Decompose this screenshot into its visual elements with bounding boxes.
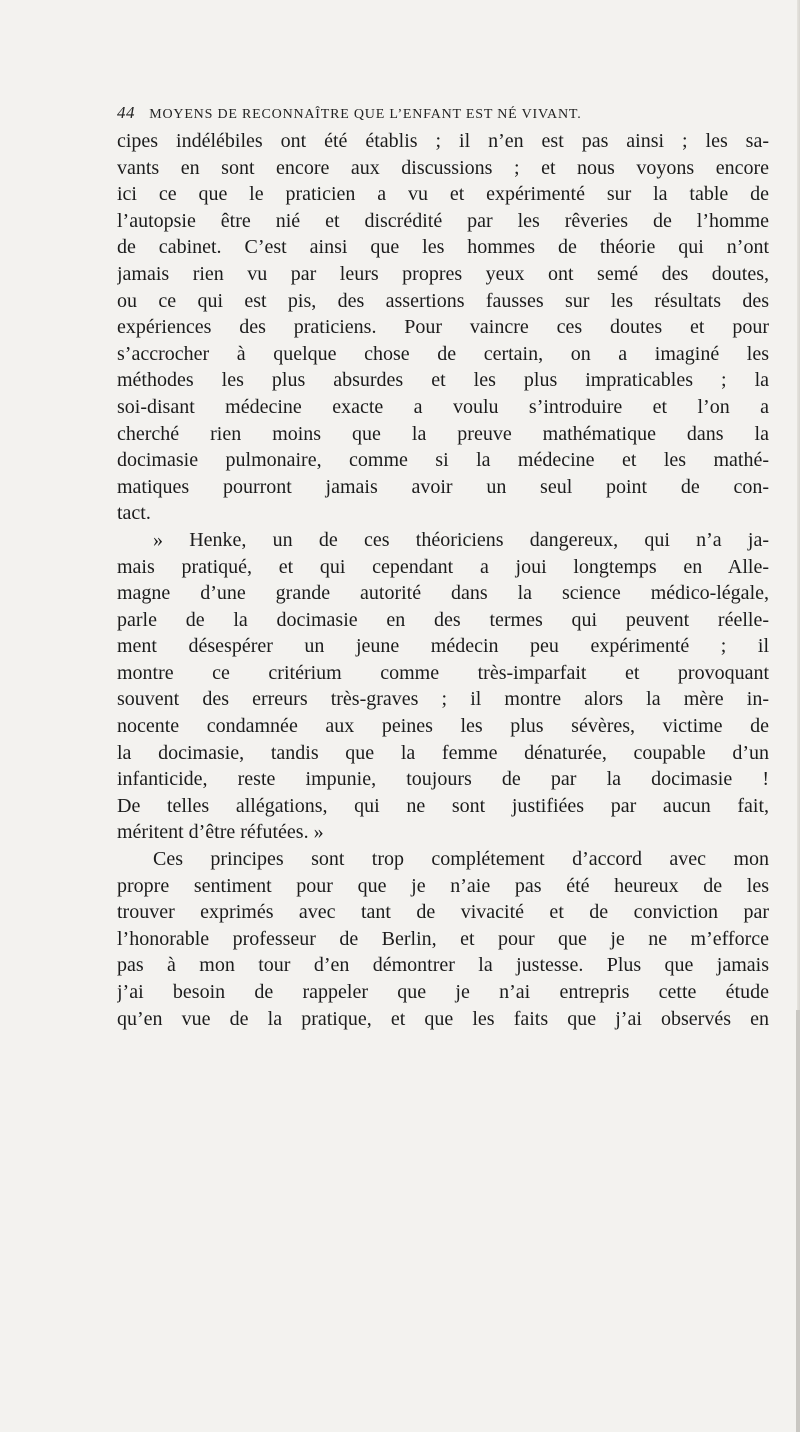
text-line: ou ce qui est pis, des assertions fausses sur les résultats des xyxy=(117,289,769,312)
text-line: trouver exprimés avec tant de vivacité et de conviction par xyxy=(117,901,769,924)
text-line: matiques pourront jamais avoir un seul point de con- xyxy=(117,475,769,498)
text-line: j’ai besoin de rappeler que je n’ai entrepris cette étude xyxy=(117,981,769,1003)
text-line: nocente condamnée aux peines les plus sévères, victime de xyxy=(117,715,769,738)
text-line: pas à mon tour d’en démontrer la justesse. Plus que jamais xyxy=(117,954,769,977)
running-header xyxy=(117,103,777,123)
text-line: De telles allégations, qui ne sont justifiées par aucun fait, xyxy=(117,794,769,817)
text-line: l’honorable professeur de Berlin, et pour que je ne m’efforce xyxy=(117,927,769,950)
text-line: magne d’une grande autorité dans la science médico-légale, xyxy=(117,582,769,605)
body-text xyxy=(117,128,769,1032)
text-line: la docimasie, tandis que la femme dénaturée, coupable d’un xyxy=(117,741,769,764)
running-title: MOYENS DE RECONNAÎTRE QUE L’ENFANT EST NÉ VIVANT. xyxy=(149,107,582,122)
text-line: parle de la docimasie en des termes qui peuvent réelle- xyxy=(117,608,769,631)
text-line: propre sentiment pour que je n’aie pas été heureux de les xyxy=(117,874,769,897)
quote-paragraph-start: » Henke, un de ces théoriciens dangereux, qui n’a ja- xyxy=(153,528,769,551)
page-edge-shadow xyxy=(796,1010,800,1432)
paragraph-end-line: méritent d’être réfutées. » xyxy=(117,821,324,844)
text-line: de cabinet. C’est ainsi que les hommes de théorie qui n’ont xyxy=(117,236,769,259)
text-line: soi-disant médecine exacte a voulu s’introduire et l’on a xyxy=(117,395,769,418)
text-line: mais pratiqué, et qui cependant a joui longtemps en Alle- xyxy=(117,555,769,578)
text-line: cipes indélébiles ont été établis ; il n’en est pas ainsi ; les sa- xyxy=(117,130,769,152)
text-line: qu’en vue de la pratique, et que les faits que j’ai observés en xyxy=(117,1007,769,1030)
text-line: s’accrocher à quelque chose de certain, on a imaginé les xyxy=(117,342,769,365)
text-line: ici ce que le praticien a vu et expérimenté sur la table de xyxy=(117,183,769,206)
text-line: ment désespérer un jeune médecin peu expérimenté ; il xyxy=(117,635,769,658)
text-line: infanticide, reste impunie, toujours de par la docimasie ! xyxy=(117,768,769,791)
paragraph-end-line: tact. xyxy=(117,502,151,525)
text-line: expériences des praticiens. Pour vaincre ces doutes et pour xyxy=(117,316,769,339)
text-line: cherché rien moins que la preuve mathématique dans la xyxy=(117,422,769,445)
text-line: souvent des erreurs très-graves ; il montre alors la mère in- xyxy=(117,688,769,711)
text-line: jamais rien vu par leurs propres yeux ont semé des doutes, xyxy=(117,262,769,285)
text-line: méthodes les plus absurdes et les plus impraticables ; la xyxy=(117,369,769,392)
text-line: vants en sont encore aux discussions ; et nous voyons encore xyxy=(117,156,769,179)
text-line: l’autopsie être nié et discrédité par les rêveries de l’homme xyxy=(117,209,769,232)
paragraph-start: Ces principes sont trop complétement d’accord avec mon xyxy=(153,848,769,871)
page-number: 44 xyxy=(117,103,135,122)
text-line: docimasie pulmonaire, comme si la médecine et les mathé- xyxy=(117,449,769,472)
text-line: montre ce critérium comme très-imparfait et provoquant xyxy=(117,661,769,684)
